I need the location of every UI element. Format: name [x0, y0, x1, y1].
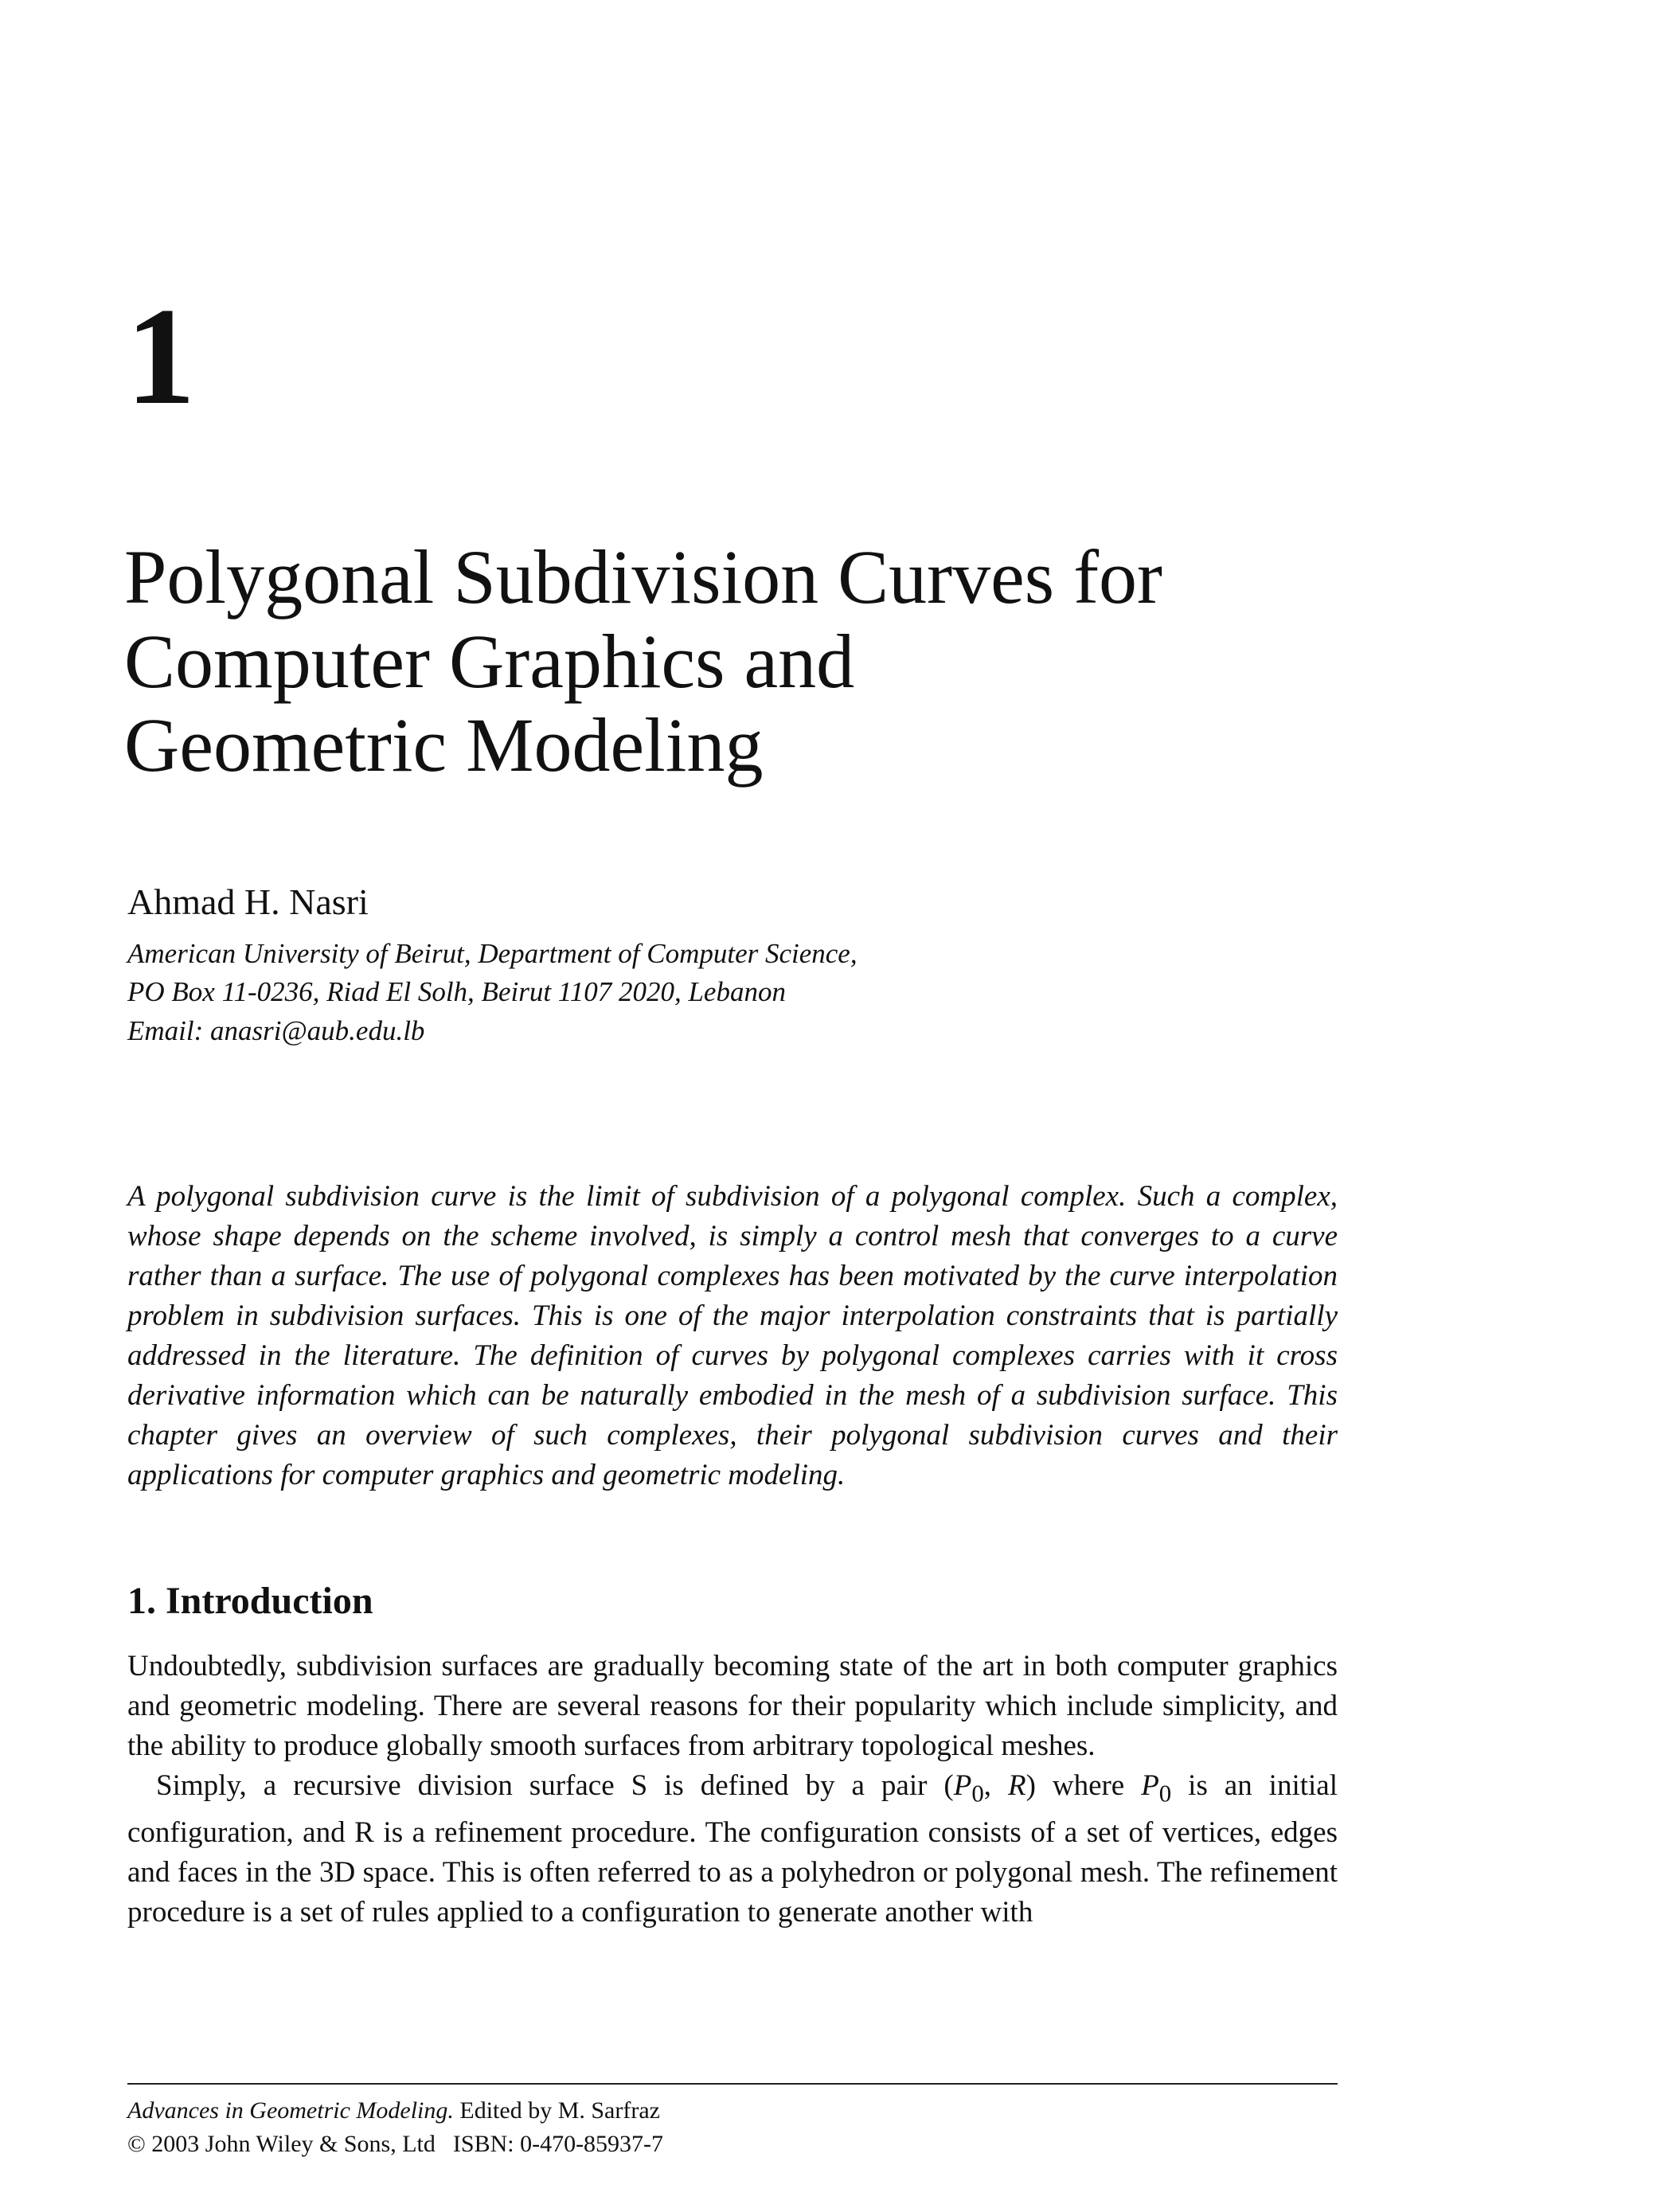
paragraph-2-part-2: , [983, 1769, 1008, 1802]
chapter-title-line-3: Geometric Modeling [124, 702, 764, 788]
math-p0-second: P [1141, 1769, 1159, 1802]
book-title: Advances in Geometric Modeling. [127, 2097, 454, 2124]
author-email: Email: anasri@aub.edu.lb [127, 1014, 425, 1046]
chapter-title-line-1: Polygonal Subdivision Curves for [124, 534, 1163, 619]
section-heading: 1. Introduction [127, 1580, 373, 1622]
section-body [127, 1647, 1338, 1933]
copyright: © 2003 John Wiley & Sons, Ltd [127, 2131, 436, 2157]
chapter-title-line-2: Computer Graphics and [124, 618, 855, 704]
author-affiliation [127, 935, 1322, 1050]
math-r: R [1007, 1769, 1026, 1802]
affiliation-line-2: PO Box 11-0236, Riad El Solh, Beirut 1107 2020, Lebanon [127, 976, 786, 1008]
isbn: ISBN: 0-470-85937-7 [452, 2131, 664, 2157]
chapter-title [124, 535, 1398, 787]
paragraph-2 [127, 1766, 1338, 1933]
footer-line-1 [127, 2094, 1338, 2128]
paragraph-2-part-3: ) where [1025, 1769, 1142, 1802]
math-p0-second-subscript: 0 [1158, 1780, 1172, 1808]
paragraph-2-part-1: Simply, a recursive division surface S is defined by a pair ( [156, 1769, 954, 1802]
abstract: A polygonal subdivision curve is the limit of subdivision of a polygonal complex. Such a complex, whose shape depends on the scheme involved, is simply a control mesh that converges to a curve rather than a surface. The use of polygonal complexes has been motivated by the curve interpolation problem in subdivision surfaces. This is one of the major interpolation constraints that is partially addressed in the literature. The definition of curves by polygonal complexes carries with it cross derivative information which can be naturally embodied in the mesh of a subdivision surface. This chapter gives an overview of such complexes, their polygonal subdivision curves and their applications for computer graphics and geometric modeling. [127, 1180, 1338, 1491]
footer-line-2 [127, 2128, 1338, 2161]
footer [127, 2094, 1338, 2161]
paragraph-2-part-4: is an initial configuration, and R is a refinement procedure. The configuration consists of a set of vertices, edges and faces in the 3D space. This is often referred to as a polyhedron or polygonal mesh. The refinement procedure is a set of rules applied to a configuration to generate another with [127, 1769, 1338, 1929]
affiliation-line-1: American University of Beirut, Department of Computer Science, [127, 938, 857, 970]
book-editor: Edited by M. Sarfraz [459, 2097, 660, 2124]
math-p0-subscript: 0 [971, 1780, 984, 1808]
author-name: Ahmad H. Nasri [127, 881, 369, 922]
paragraph-1: Undoubtedly, subdivision surfaces are gradually becoming state of the art in both computer graphics and geometric modeling. There are several reasons for their popularity which include simplicity, and the ability to produce globally smooth surfaces from arbitrary topological meshes. [127, 1650, 1338, 1762]
footer-divider [127, 2083, 1338, 2085]
math-p0: P [953, 1769, 972, 1802]
author-block [127, 880, 1322, 1050]
chapter-number: 1 [126, 279, 196, 433]
